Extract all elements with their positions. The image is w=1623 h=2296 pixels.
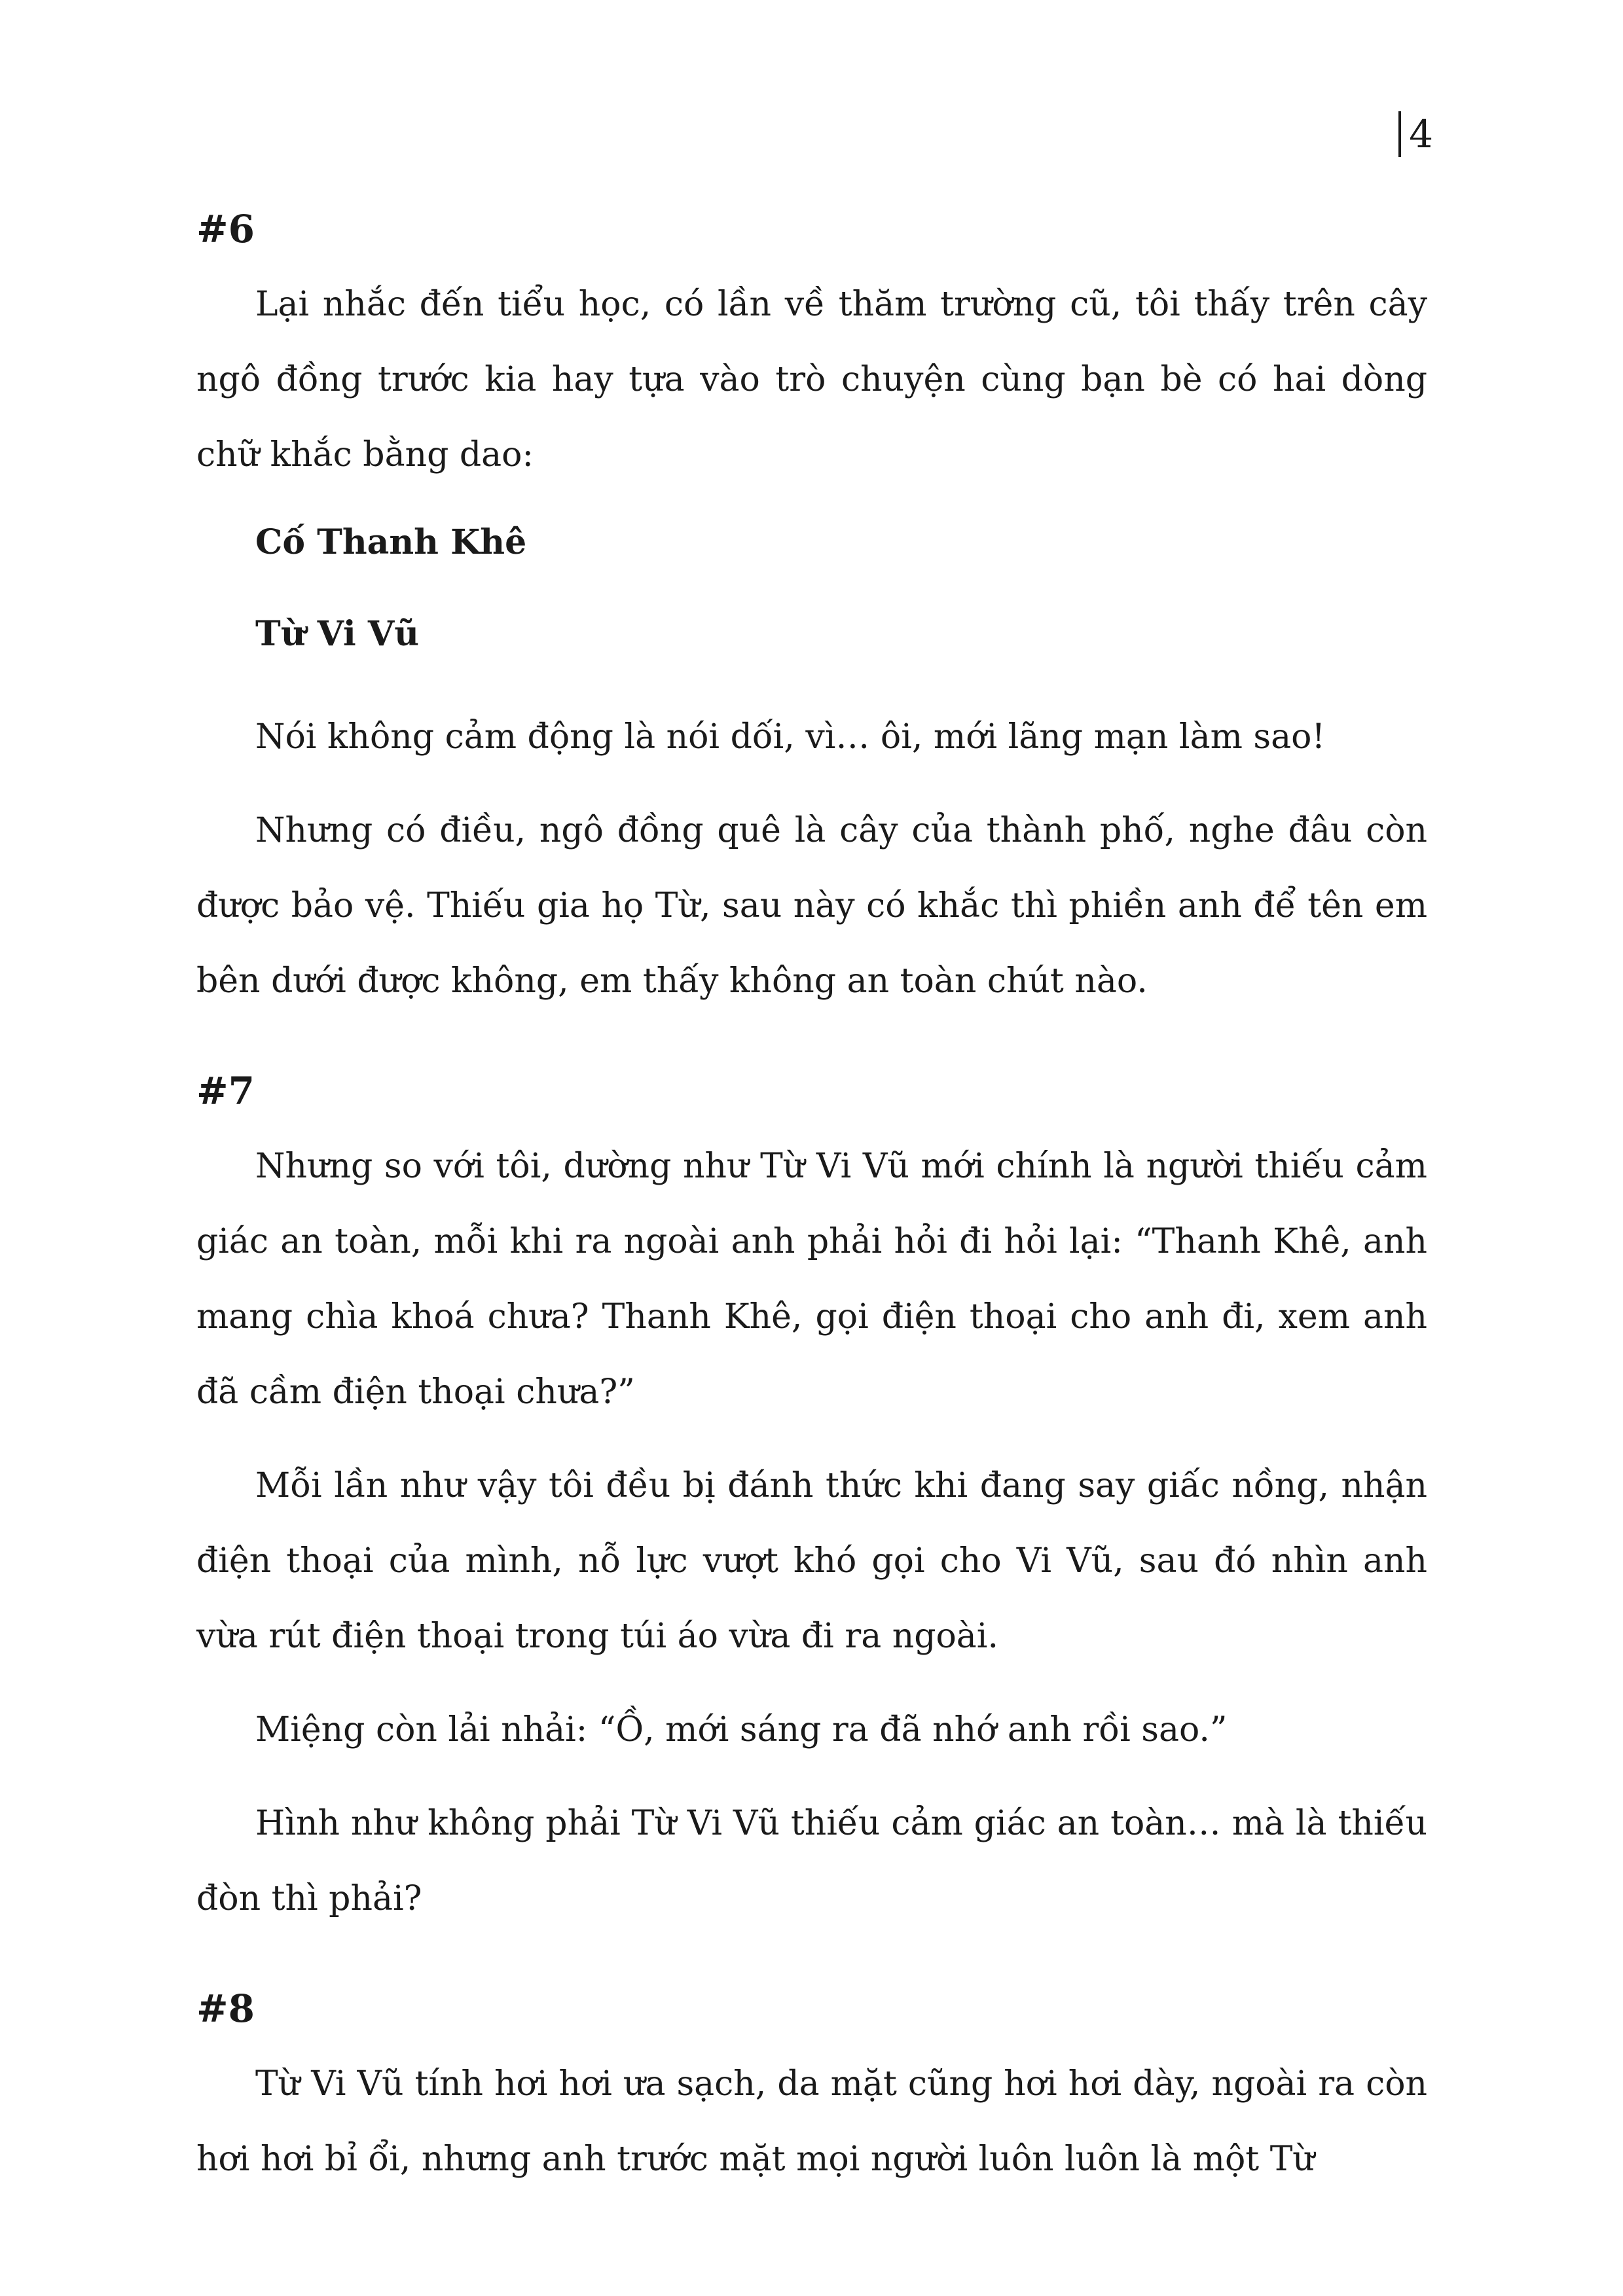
paragraph: Hình như không phải Từ Vi Vũ thiếu cảm giác an toàn… mà là thiếu đòn thì phải?: [196, 1804, 1427, 1918]
page-content: [196, 203, 1427, 2243]
paragraph: Nhưng có điều, ngô đồng quê là cây của thành phố, nghe đâu còn được bảo vệ. Thiếu gia họ Từ, sau này có khắc thì phiền anh để tên em bên dưới được không, em thấy không an toàn chút nào.: [196, 811, 1427, 1001]
section-6: [196, 203, 1427, 1019]
section-7: [196, 1065, 1427, 1937]
paragraph: Từ Vi Vũ tính hơi hơi ưa sạch, da mặt cũng hơi hơi dày, ngoài ra còn hơi hơi bỉ ổi, nhưng anh trước mặt mọi người luôn luôn là một Từ: [196, 2064, 1427, 2179]
paragraph: Nói không cảm động là nói dối, vì… ôi, mới lãng mạn làm sao!: [255, 717, 1326, 757]
section-8: [196, 1982, 1427, 2197]
carved-name: Cố Thanh Khê: [255, 522, 527, 562]
paragraph: Lại nhắc đến tiểu học, có lần về thăm trường cũ, tôi thấy trên cây ngô đồng trước kia hay tựa vào trò chuyện cùng bạn bè có hai dòng chữ khắc bằng dao:: [196, 285, 1427, 475]
paragraph: Miệng còn lải nhải: “Ồ, mới sáng ra đã nhớ anh rồi sao.”: [255, 1710, 1228, 1749]
page-number: 4: [1398, 111, 1433, 157]
paragraph: Mỗi lần như vậy tôi đều bị đánh thức khi đang say giấc nồng, nhận điện thoại của mình, nỗ lực vượt khó gọi cho Vi Vũ, sau đó nhìn anh vừa rút điện thoại trong túi áo vừa đi ra ngoài.: [196, 1466, 1427, 1656]
carved-name: Từ Vi Vũ: [255, 614, 420, 654]
section-heading: #6: [196, 207, 255, 251]
paragraph: Nhưng so với tôi, dường như Từ Vi Vũ mới chính là người thiếu cảm giác an toàn, mỗi khi ra ngoài anh phải hỏi đi hỏi lại: “Thanh Khê, anh mang chìa khoá chưa? Thanh Khê, gọi điện thoại cho anh đi, xem anh đã cầm điện thoại chưa?”: [196, 1147, 1427, 1412]
section-heading: #7: [196, 1069, 255, 1113]
section-heading: #8: [196, 1986, 255, 2031]
